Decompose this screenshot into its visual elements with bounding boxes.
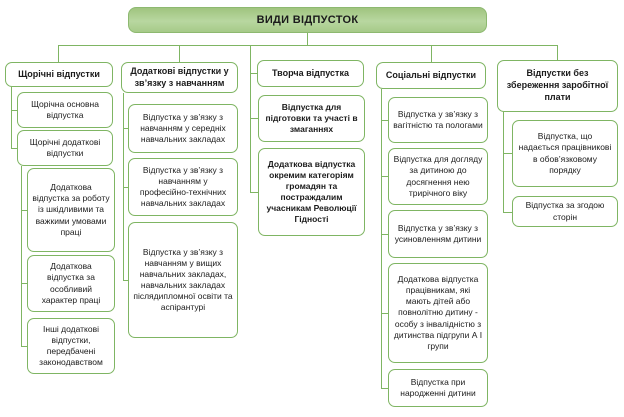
node-unpaid-leaves: Відпустки без збереження заробітної плати (497, 60, 618, 112)
root-node-leave-types: ВИДИ ВІДПУСТОК (128, 7, 487, 33)
connector-line (381, 89, 382, 388)
node-study-leaves: Додаткові відпустки у зв’язку з навчанням (121, 62, 238, 93)
node-mutual-consent-leave: Відпустка за згодою сторін (512, 196, 618, 227)
node-annual-leaves: Щорічні відпустки (5, 62, 113, 87)
node-mandatory-unpaid-leave: Відпустка, що надається працівникові в обов’язковому порядку (512, 120, 618, 187)
node-study-leave-secondary-schools: Відпустка у зв’язку з навчанням у середніх навчальних закладах (128, 104, 238, 153)
connector-line (11, 87, 12, 148)
connector-line (503, 112, 504, 212)
node-childbirth-leave: Відпустка при народженні дитини (388, 369, 488, 407)
node-social-leaves: Соціальні відпустки (376, 62, 486, 89)
connector-line (58, 45, 59, 62)
connector-line (381, 176, 388, 177)
node-adoption-leave: Відпустка у зв’язку з усиновленням дитини (388, 210, 488, 258)
connector-line (381, 120, 388, 121)
node-maternity-leave: Відпустка у зв’язку з вагітністю та пологами (388, 97, 488, 143)
connector-line (557, 45, 558, 60)
node-childcare-leave: Відпустка для догляду за дитиною до досягнення нею трирічного віку (388, 148, 488, 205)
connector-line (503, 153, 512, 154)
connector-line (58, 45, 558, 46)
node-annual-basic-leave: Щорічна основна відпустка (17, 92, 113, 128)
connector-line (250, 73, 257, 74)
connector-line (503, 212, 512, 213)
connector-line (381, 234, 388, 235)
node-study-leave-vocational-schools: Відпустка у зв’язку з навчанням у професійно-технічних навчальних закладах (128, 158, 238, 216)
node-additional-leave-harmful-conditions: Додаткова відпустка за роботу із шкідливими та важкими умовами праці (27, 168, 115, 252)
connector-line (381, 388, 388, 389)
connector-line (381, 313, 388, 314)
node-other-additional-leaves: Інші додаткові відпустки, передбачені законодавством (27, 318, 115, 374)
connector-line (250, 192, 258, 193)
node-competition-preparation-leave: Відпустка для підготовки та участі в змаганнях (258, 95, 365, 142)
node-special-categories-citizens-leave: Додаткова відпустка окремим категоріям громадян та постраждалим учасникам Революції Гідності (258, 148, 365, 236)
node-study-leave-higher-education: Відпустка у зв’язку з навчанням у вищих навчальних закладах, навчальних закладах післядипломної освіти та аспірантурі (128, 222, 238, 338)
node-creative-leave: Творча відпустка (257, 60, 364, 87)
node-annual-additional-leaves: Щорічні додаткові відпустки (17, 130, 113, 166)
connector-line (21, 166, 22, 346)
connector-line (307, 33, 308, 45)
connector-line (250, 118, 258, 119)
node-additional-leave-special-nature: Додаткова відпустка за особливий характер праці (27, 255, 115, 312)
node-disabled-child-parents-leave: Додаткова відпустка працівникам, які мають дітей або повнолітню дитину - особу з інвалідністю з дитинства підгрупи А І групи (388, 263, 488, 363)
connector-line (431, 45, 432, 62)
connector-line (179, 45, 180, 62)
